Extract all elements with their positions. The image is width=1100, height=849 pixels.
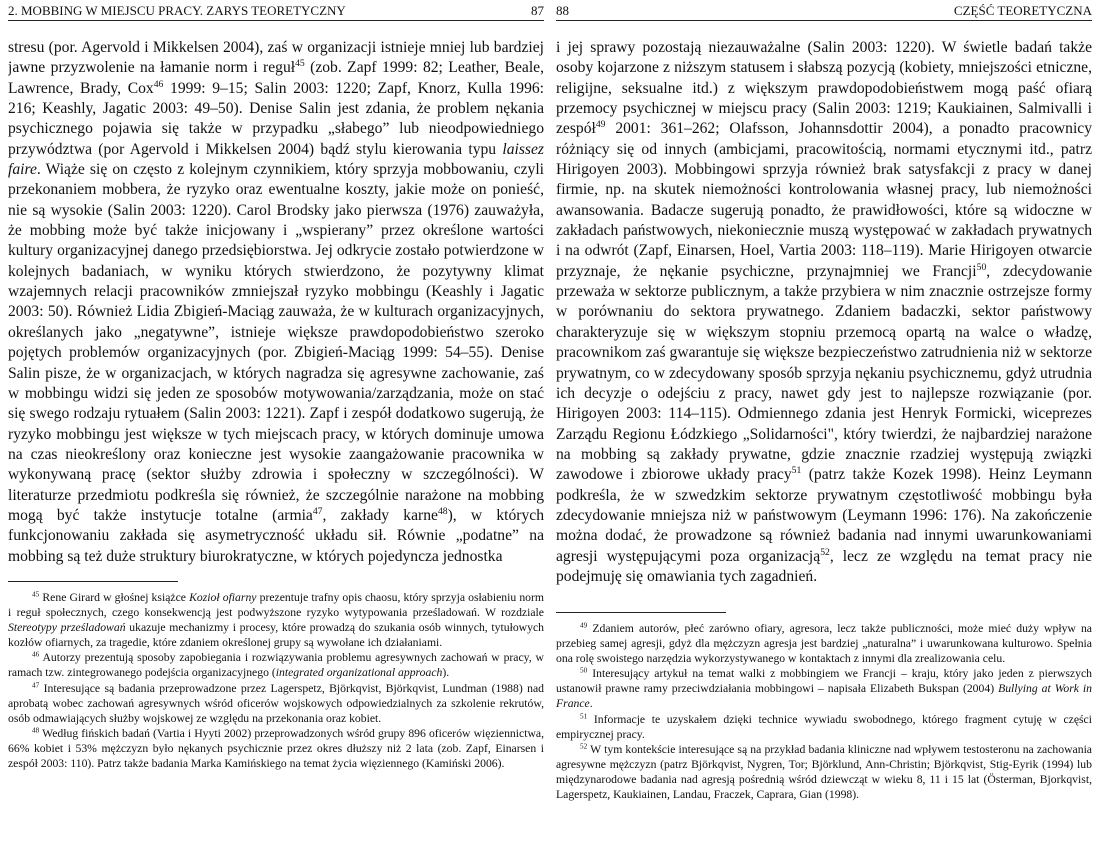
footnote-marker: 46: [32, 651, 40, 660]
footnotes: [556, 621, 1092, 847]
footnote-marker: 45: [32, 590, 40, 599]
text-run: .: [589, 697, 593, 711]
footnote-marker: 45: [295, 58, 305, 70]
footnote-marker: 50: [580, 666, 588, 675]
text-run: Zdaniem autorów, płeć zarówno ofiary, agresora, lecz także publiczności, może mieć duży wpływ na przebieg samej agresji, gdyż dla mężczyzn agresja jest bardziej „naturalna” i uwarunkowana kulturowo. Spełnia ona rolę swoistego narzędzia wykorzystywanego w kontaktach z innymi dla zrealizowania celu.: [556, 622, 1092, 666]
italic-title: Stereotypy prześladowań: [8, 621, 126, 635]
text-run: ), w których funkcjonowaniu zakłada się asymetryczność układu sił. Równie „podatne” na mobbing są też duże struktury biurokratyczne, w których pojedyncza jednostka: [8, 506, 544, 565]
footnote-marker: 48: [32, 726, 40, 735]
right-page: [556, 0, 1092, 849]
footnote: [8, 590, 544, 650]
footnote-marker: 50: [976, 261, 987, 273]
footnote-marker: 46: [153, 78, 164, 90]
text-run: stresu (por. Agervold i Mikkelsen 2004), zaś w organizacji istnieje mniej lub bardziej jawne przyzwolenie na łamanie norm i reguł: [8, 39, 544, 77]
text-run: Interesujące są badania przeprowadzone przez Lagerspetz, Björkqvist, Björkqvist, Lundman (1988) nad aprobatą wobec zachowań agresywnych wśród oficerów wojskowych odpowiedzialnych za szkolenie rekrutów, osób odmawiających służby wojskowej ze względu na przekonania oraz kobiet.: [8, 681, 544, 725]
italic-title: integrated organizational approach: [275, 666, 443, 680]
page-number: 88: [556, 3, 569, 18]
italic-title: Bullying at Work in France: [556, 682, 1092, 711]
footnote-marker: 47: [312, 506, 323, 518]
footnote-marker: 52: [820, 546, 830, 558]
part-title: CZĘŚĆ TEORETYCZNA: [953, 3, 1092, 18]
footnote-marker: 52: [580, 742, 588, 751]
footnote-marker: 47: [32, 681, 40, 690]
footnote: [8, 681, 544, 726]
text-run: W tym kontekście interesujące są na przykład badania kliniczne nad wpływem testosteronu na zachowania agresywne mężczyzn (patrz Björkqvist, Nygren, Tor; Björklund, Ann-Christin; Björkqvist, Stig-Eyrik (1994) lub międzynarodowe badania nad agresją pośrednią wśród dziewcząt w wieku 8, 11 i 15 lat (Österman, Bjorkqvist, Lagerspetz, Kaukiainen, Landau, Fraczek, Caprara, Gian (1998).: [556, 742, 1092, 802]
italic-title: laissez faire: [8, 140, 544, 179]
footnote-separator: [8, 581, 178, 582]
footnotes: [8, 590, 544, 847]
text-run: Informacje te uzyskałem dzięki technice wywiadu swobodnego, którego fragment cytuję w części empirycznej pracy.: [556, 712, 1092, 741]
left-page: [8, 0, 544, 849]
text-run: 1999: 9–15; Salin 2003: 1220; Zapf, Knorz, Kulla 1996: 216; Keashly, Jagatic 2003: 49–50). Denise Salin jest zdania, że problem nękania psychicznego pojawia się także w przypadku „słabego” lub nieodpowiedniego przywództwa (por Agervold i Mikkelsen 2004) bądź stylu kierowania typu: [8, 79, 544, 158]
body-text: [8, 38, 544, 568]
footnote-separator: [556, 612, 726, 613]
footnote: [556, 712, 1092, 742]
paragraph: [8, 38, 544, 567]
text-run: i jej sprawy pozostają niezauważalne (Salin 2003: 1220). W świetle badań także osoby kojarzone z niższym statusem i słabszą pozycją (kobiety, mniejszości etniczne, religijne, seksualne itd.) z większym prawdopodobieństwem mogą paść ofiarą przemocy psychicznej w miejscu pracy (Salin 2003: 1219; Kaukiainen, Salmivalli i zespół: [556, 39, 1092, 138]
footnote: [8, 650, 544, 680]
running-header: [8, 2, 544, 21]
page-number: 87: [531, 3, 544, 18]
footnote-marker: 51: [580, 712, 588, 721]
text-run: (zob. Zapf 1999: 82; Leather, Beale, Lawrence, Brady, Cox: [8, 59, 544, 97]
text-run: , zakłady karne: [322, 506, 438, 524]
body-text: [556, 38, 1092, 598]
text-run: Według fińskich badań (Vartia i Hyyti 2002) przeprowadzonych wśród grupy 896 oficerów więziennictwa, 66% kobiet i 53% mężczyzn było nękanych psychicznie przez okres dłuższy niż 2 lata (zob. Zapf, Einarsen i zespół 2003: 110). Patrz także badania Marka Kamińskiego na temat życia więziennego (Kamiński 2006).: [8, 726, 544, 771]
footnote: [8, 726, 544, 771]
footnote-marker: 49: [595, 119, 606, 131]
footnote: [556, 621, 1092, 666]
italic-title: Kozioł ofiarny: [189, 591, 257, 604]
running-header: [556, 2, 1092, 21]
footnote: [556, 666, 1092, 711]
text-run: 2001: 361–262; Olafsson, Johannsdottir 2004), a ponadto pracownicy różniący się od innych (ambicjami, pracowitością, normami etycznymi itd., patrz Hirigoyen 2003). Mobbingowi sprzyja również brak satysfakcji z pracy w danej firmie, np. na skutek niemożności kontrolowania własnej pracy, lub niemożności awansowania. Badacze sugerują ponadto, że prawidłowości, które są widoczne w zakładach państwowych, niekoniecznie muszą występować w zakładach prywatnych i na odwrót (Zapf, Einarsen, Hoel, Vartia 2003: 118–119). Marie Hirigoyen otwarcie przyznaje, że nękanie psychiczne, przynajmniej we Francji: [556, 120, 1092, 280]
text-run: (patrz także Kozek 1998). Heinz Leymann podkreśla, że w szwedzkim sektorze prywatnym częstotliwość mobbingu była zdecydowanie mniejsza niż w państwowym (Leymann 1996: 176). Na zakończenie można dodać, że prowadzone są również badania nad innymi uwarunkowaniami agresji występującymi poza organizacją: [556, 466, 1092, 565]
text-run: , lecz ze względu na temat pracy nie podejmuję się omawiania tych zagadnień.: [556, 547, 1092, 585]
footnote-marker: 49: [580, 621, 588, 630]
text-run: ukazuje mechanizmy i procesy, które prowadzą do szukania osób winnych, tytułowych kozłów ofiarnych, za tragedie, które zdaniem określonej grupy są wywołane ich działaniami.: [8, 621, 544, 650]
footnote: [556, 742, 1092, 802]
paragraph: [556, 38, 1092, 587]
text-run: ).: [442, 666, 450, 680]
footnote-marker: 51: [791, 465, 802, 477]
text-run: Autorzy prezentują sposoby zapobiegania i rozwiązywania problemu agresywnych zachowań w pracy, w ramach tzw. zintegrowanego podejścia organizacyjnego (: [8, 651, 544, 680]
chapter-title: 2. MOBBING W MIEJSCU PRACY. ZARYS TEORETYCZNY: [8, 3, 346, 18]
footnote-marker: 48: [437, 506, 448, 518]
text-run: , zdecydowanie przeważa w sektorze publicznym, a także przybiera w nim znacznie ostrzejsze formy w porównaniu do sektora prywatnego. Zdaniem badaczki, sektor państwowy charakteryzuje się w większym stopniu przemocą opartą na walce o władzę, pracownikom zaś gwarantuje się większe bezpieczeństwo zatrudnienia niż w sektorze prywatnym, co w zdecydowany sposób sprzyja nękaniu psychicznemu, gdyż utrudnia ich decyzje o odejściu z pracy, nawet gdy jest to najlepsze rozwiązanie (por. Hirigoyen 2003: 114–115). Odmiennego zdania jest Henryk Formicki, wiceprezes Zarządu Regionu Łódzkiego „Solidarności", który twierdzi, że najbardziej narażone na mobbing są zakłady prywatne, gdzie znacznie rzadziej występują związki zawodowe i zbiorowe układy pracy: [556, 262, 1092, 484]
text-run: prezentuje trafny opis chaosu, który sprzyja osłabieniu norm i reguł społecznych, czego konsekwencją jest podwyższone ryzyko wytypowania prześladowań. W rozdziale: [8, 591, 544, 620]
text-run: . Wiąże się on często z kolejnym czynnikiem, który sprzyja mobbowaniu, czyli przekonaniem mobbera, że ryzyko oraz ewentualne koszty, jakie może on ponieść, nie są wysokie (Salin 2003: 1220). Carol Brodsky jako pierwsza (1976) zauważyła, że mobbing może być także inicjowany i „wspierany” przez określone wartości kultury organizacyjnej danego przedsiębiorstwa. Jej odkrycie zostało potwierdzone w kolejnych badaniach, w wyniku których stwierdzono, że pozytywny klimat wzajemnych relacji pracowników zmniejszał ryzyko mobbingu (Keashly i Jagatic 2003: 50). Również Lidia Zbigień-Maciąg zauważa, że w kulturach organizacyjnych, określanych jako „negatywne”, istnieje większe prawdopodobieństwo szeroko pojętych problemów organizacyjnych (por. Zbigień-Maciąg 1999: 54–55). Denise Salin pisze, że w organizacjach, w których nagradza się agresywne zachowanie, zaś w mobbingu widzi się jeden ze sposobów motywowania/zarządzania, może on stać się swego rodzaju rytuałem (Salin 2003: 1221). Zapf i zespół dodatkowo sugerują, że ryzyko mobbingu jest większe w tych miejscach pracy, w których dominuje umowa na czas nieokreślony oraz konieczne jest wysokie zaangażowanie pracownika w wykonywaną pracę (sektor służby zdrowia i społeczny w szczególności). W literaturze przedmiotu podkreśla się również, że szczególnie narażone na mobbing mogą być także instytucje totalne (armia: [8, 161, 544, 524]
text-run: Rene Girard w głośnej książce: [39, 591, 190, 604]
text-run: Interesujący artykuł na temat walki z mobbingiem we Francji – kraju, który jako jeden z pierwszych ustanowił prawne ramy przeciwdziałania mobbingowi – napisała Elizabeth Bukspan (2004): [556, 667, 1092, 696]
